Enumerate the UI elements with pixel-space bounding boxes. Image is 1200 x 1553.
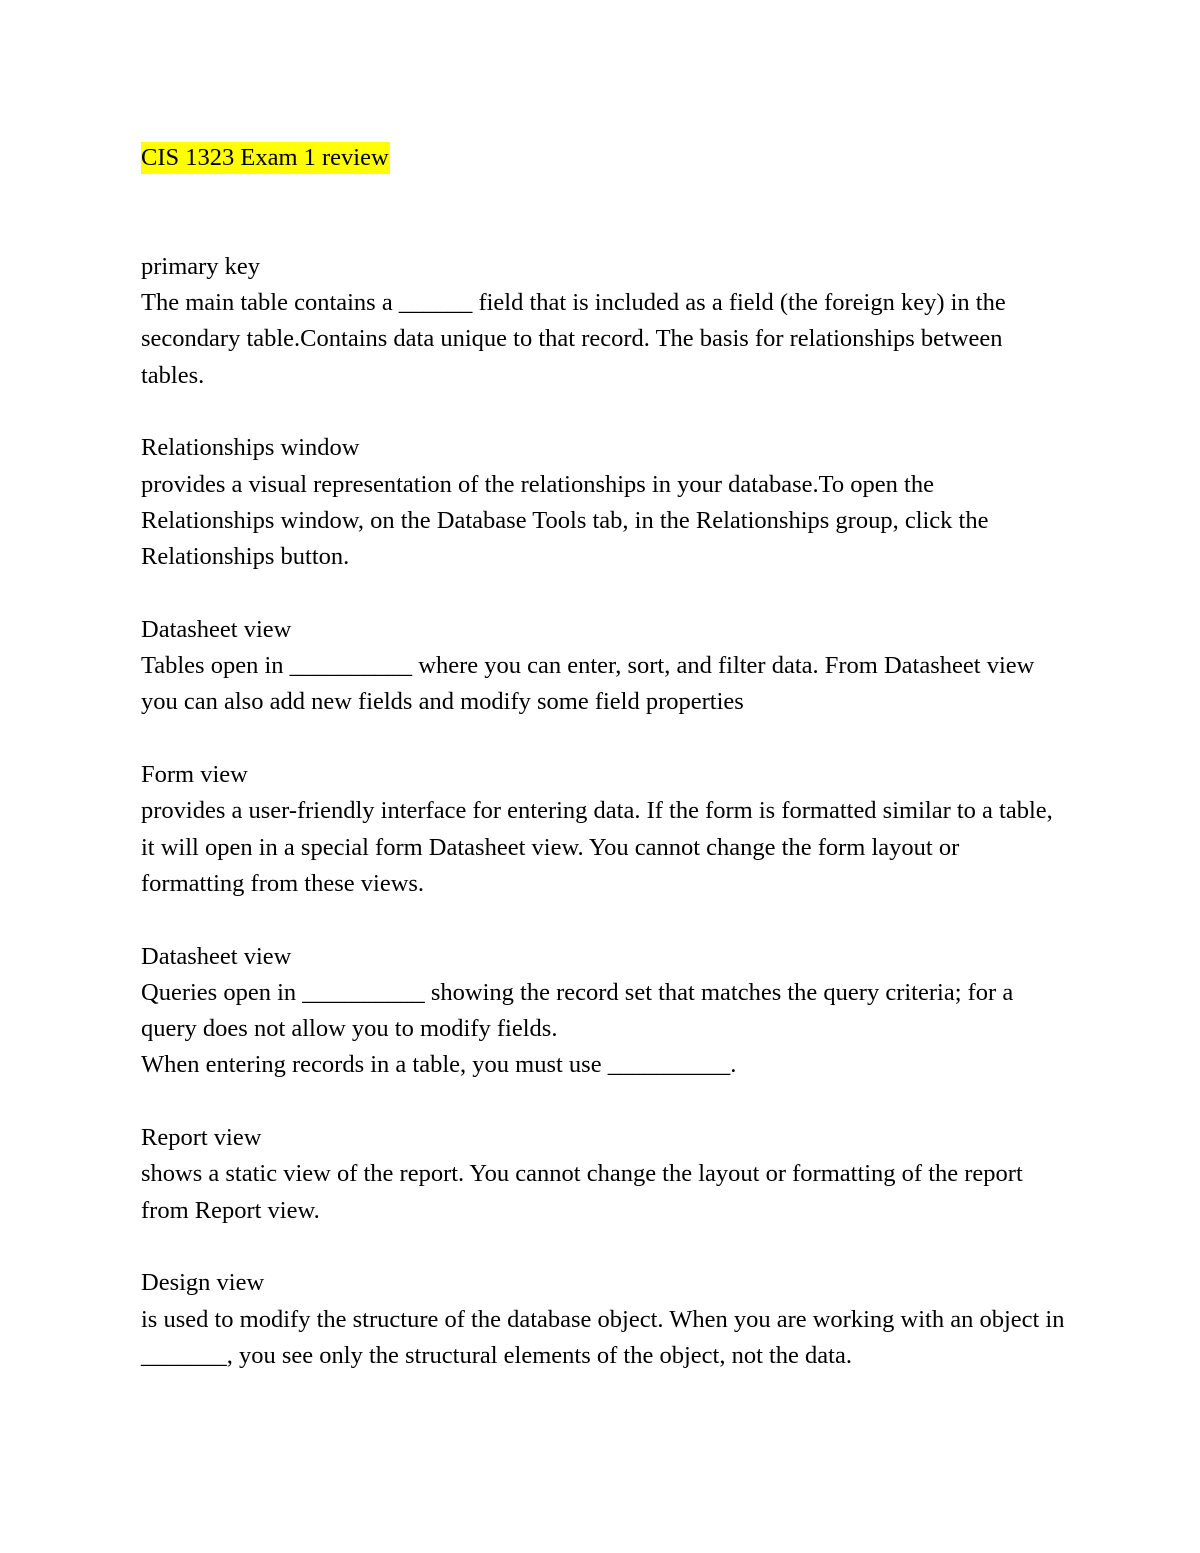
definition-relationships-window: provides a visual representation of the relationships in your database.To open the Relationships window, on the Database Tools tab, in the Relationships group, click the Relationships button. bbox=[141, 470, 989, 571]
term-report-view: Report view bbox=[141, 1124, 262, 1152]
document-content bbox=[141, 140, 1066, 1410]
entry-datasheet-view-queries bbox=[141, 939, 1066, 1084]
entry-report-view bbox=[141, 1120, 1066, 1229]
definition-datasheet-view-tables: Tables open in __________ where you can enter, sort, and filter data. From Datasheet view you can also add new fields and modify some field properties bbox=[141, 652, 1035, 716]
term-datasheet-view: Datasheet view bbox=[141, 615, 292, 643]
definition-form-view: provides a user-friendly interface for entering data. If the form is formatted similar to a table, it will open in a special form Datasheet view. You cannot change the form layout or formatting from these views. bbox=[141, 797, 1053, 897]
entry-relationships-window bbox=[141, 430, 1066, 575]
term-datasheet-view: Datasheet view bbox=[141, 942, 292, 970]
document-title bbox=[141, 140, 1066, 176]
title-highlight: CIS 1323 Exam 1 review bbox=[141, 142, 390, 174]
entry-primary-key bbox=[141, 249, 1066, 394]
term-primary-key: primary key bbox=[141, 252, 261, 280]
definition-primary-key: The main table contains a ______ field that is included as a field (the foreign key) in the secondary table.Contains data unique to that record. The basis for relationships between tables. bbox=[141, 289, 1006, 389]
entry-design-view bbox=[141, 1265, 1066, 1374]
term-relationships-window: Relationships window bbox=[141, 434, 360, 462]
term-form-view: Form view bbox=[141, 761, 248, 789]
entry-form-view bbox=[141, 757, 1066, 902]
definition-design-view: is used to modify the structure of the database object. When you are working with an object in _______, you see only the structural elements of the object, not the data. bbox=[141, 1305, 1065, 1369]
term-design-view: Design view bbox=[141, 1269, 265, 1297]
definition-entering-records: When entering records in a table, you must use __________. bbox=[141, 1051, 737, 1079]
entry-datasheet-view-tables bbox=[141, 612, 1066, 721]
definition-datasheet-view-queries: Queries open in __________ showing the record set that matches the query criteria; for a query does not allow you to modify fields. bbox=[141, 978, 1014, 1043]
definition-report-view: shows a static view of the report. You cannot change the layout or formatting of the report from Report view. bbox=[141, 1160, 1023, 1224]
